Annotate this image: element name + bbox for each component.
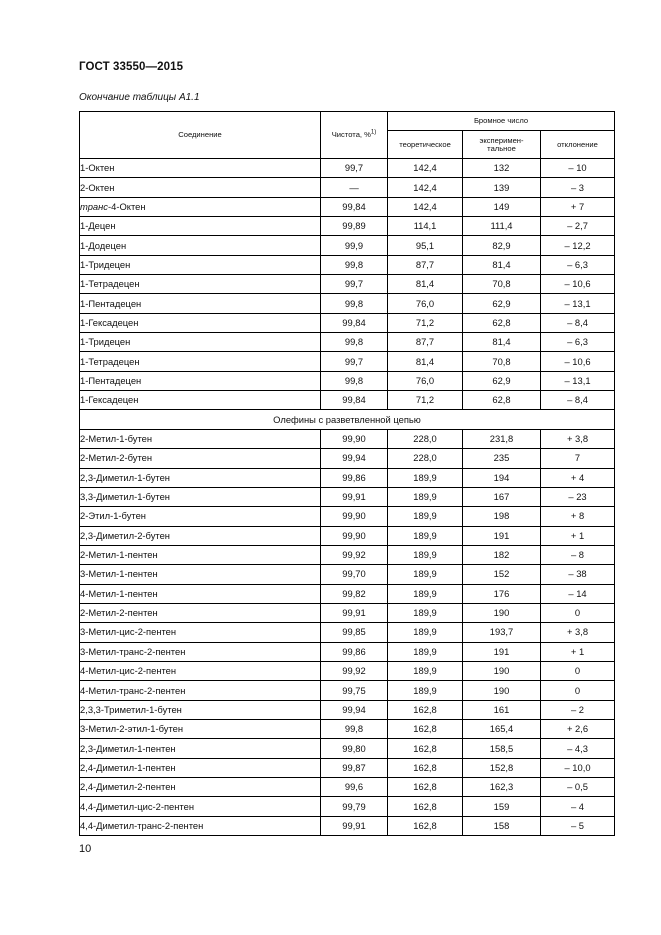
cell-purity: 99,86 (321, 642, 388, 661)
cell-compound (80, 545, 321, 564)
cell-experimental: 190 (463, 681, 541, 700)
table-row (80, 159, 615, 178)
compound-name: 3-Метил-2-этил-1-бутен (80, 723, 184, 735)
cell-experimental: 139 (463, 178, 541, 197)
cell-purity: 99,92 (321, 661, 388, 680)
cell-purity: 99,89 (321, 217, 388, 236)
cell-compound (80, 584, 321, 603)
table-row (80, 468, 615, 487)
cell-deviation: + 3,8 (541, 429, 615, 448)
cell-experimental: 182 (463, 545, 541, 564)
cell-experimental: 132 (463, 159, 541, 178)
cell-deviation: + 1 (541, 526, 615, 545)
header-compound: Соединение (80, 112, 321, 159)
cell-theoretical: 76,0 (388, 371, 463, 390)
cell-deviation: – 10,0 (541, 758, 615, 777)
compound-name: 4-Метил-транс-2-пентен (80, 684, 186, 696)
header-theoretical: теоретическое (388, 131, 463, 159)
cell-deviation: – 2 (541, 700, 615, 719)
cell-purity: 99,7 (321, 275, 388, 294)
compound-name: -4-Октен (107, 200, 146, 212)
cell-experimental: 62,8 (463, 313, 541, 332)
cell-compound (80, 371, 321, 390)
cell-theoretical: 76,0 (388, 294, 463, 313)
compound-name: 2,3-Диметил-2-бутен (80, 529, 170, 541)
cell-theoretical: 81,4 (388, 352, 463, 371)
cell-purity: 99,90 (321, 507, 388, 526)
cell-theoretical: 189,9 (388, 661, 463, 680)
cell-deviation: – 12,2 (541, 236, 615, 255)
cell-purity: 99,90 (321, 526, 388, 545)
cell-experimental: 149 (463, 197, 541, 216)
cell-deviation: 0 (541, 603, 615, 622)
cell-deviation: – 0,5 (541, 778, 615, 797)
cell-experimental: 191 (463, 526, 541, 545)
cell-purity: 99,8 (321, 294, 388, 313)
cell-compound (80, 526, 321, 545)
cell-compound (80, 255, 321, 274)
cell-purity: 99,80 (321, 739, 388, 758)
cell-purity: 99,87 (321, 758, 388, 777)
cell-deviation: – 10,6 (541, 275, 615, 294)
compound-name: 2-Октен (80, 181, 115, 193)
compound-name: 1-Додецен (80, 239, 127, 251)
cell-experimental: 158,5 (463, 739, 541, 758)
table-row (80, 758, 615, 777)
cell-theoretical: 189,9 (388, 603, 463, 622)
cell-compound (80, 507, 321, 526)
cell-purity: 99,8 (321, 719, 388, 738)
cell-experimental: 162,3 (463, 778, 541, 797)
compound-name: 3,3-Диметил-1-бутен (80, 491, 170, 503)
table-row (80, 797, 615, 816)
header-purity: Чистота, %$^{1)}$ (321, 112, 388, 159)
cell-deviation: + 4 (541, 468, 615, 487)
compound-name: 2-Метил-2-бутен (80, 452, 153, 464)
cell-theoretical: 87,7 (388, 255, 463, 274)
cell-compound (80, 468, 321, 487)
cell-theoretical: 162,8 (388, 816, 463, 835)
cell-deviation: – 2,7 (541, 217, 615, 236)
cell-theoretical: 189,9 (388, 642, 463, 661)
table-row (80, 429, 615, 448)
cell-compound (80, 623, 321, 642)
table-row (80, 391, 615, 410)
cell-compound (80, 700, 321, 719)
table-row (80, 449, 615, 468)
cell-compound (80, 429, 321, 448)
cell-purity: 99,8 (321, 255, 388, 274)
cell-theoretical: 228,0 (388, 429, 463, 448)
table-body-linear (80, 159, 615, 410)
table-row (80, 236, 615, 255)
cell-purity: 99,82 (321, 584, 388, 603)
cell-purity: — (321, 178, 388, 197)
cell-experimental: 161 (463, 700, 541, 719)
table-row (80, 545, 615, 564)
cell-deviation: – 10,6 (541, 352, 615, 371)
cell-purity: 99,91 (321, 603, 388, 622)
cell-purity: 99,84 (321, 313, 388, 332)
cell-deviation: – 8 (541, 545, 615, 564)
table-row (80, 275, 615, 294)
cell-experimental: 198 (463, 507, 541, 526)
cell-deviation: – 23 (541, 487, 615, 506)
cell-compound (80, 159, 321, 178)
cell-deviation: – 10 (541, 159, 615, 178)
cell-theoretical: 189,9 (388, 681, 463, 700)
cell-compound (80, 197, 321, 216)
cell-experimental: 167 (463, 487, 541, 506)
cell-experimental: 70,8 (463, 352, 541, 371)
cell-experimental: 152,8 (463, 758, 541, 777)
cell-deviation: – 4,3 (541, 739, 615, 758)
header-bromine-number: Бромное число (388, 112, 615, 131)
compound-name: 4-Метил-цис-2-пентен (80, 665, 177, 677)
compound-name: 2,4-Диметил-2-пентен (80, 781, 176, 793)
table-row (80, 719, 615, 738)
compound-name: 2-Метил-1-бутен (80, 433, 153, 445)
cell-theoretical: 81,4 (388, 275, 463, 294)
table-row (80, 584, 615, 603)
compound-name: 1-Пентадецен (80, 375, 142, 387)
compound-name: 1-Пентадецен (80, 297, 142, 309)
compound-name: 1-Тридецен (80, 258, 131, 270)
cell-deviation: + 8 (541, 507, 615, 526)
compound-prefix: транс (80, 200, 108, 212)
table-row (80, 352, 615, 371)
cell-deviation: – 4 (541, 797, 615, 816)
cell-compound (80, 603, 321, 622)
table-row (80, 526, 615, 545)
compound-name: 2-Метил-1-пентен (80, 549, 158, 561)
table-row (80, 507, 615, 526)
cell-purity: 99,86 (321, 468, 388, 487)
cell-theoretical: 189,9 (388, 565, 463, 584)
table-row (80, 487, 615, 506)
cell-purity: 99,9 (321, 236, 388, 255)
cell-compound (80, 739, 321, 758)
cell-compound (80, 661, 321, 680)
cell-theoretical: 189,9 (388, 468, 463, 487)
cell-purity: 99,84 (321, 391, 388, 410)
table-row (80, 816, 615, 835)
cell-purity: 99,90 (321, 429, 388, 448)
cell-theoretical: 87,7 (388, 333, 463, 352)
cell-compound (80, 719, 321, 738)
cell-theoretical: 114,1 (388, 217, 463, 236)
table-row (80, 700, 615, 719)
cell-purity: 99,92 (321, 545, 388, 564)
cell-experimental: 62,9 (463, 294, 541, 313)
cell-deviation: 0 (541, 661, 615, 680)
cell-experimental: 176 (463, 584, 541, 603)
cell-experimental: 159 (463, 797, 541, 816)
cell-deviation: – 8,4 (541, 313, 615, 332)
compound-name: 2,3,3-Триметил-1-бутен (80, 703, 182, 715)
cell-compound (80, 778, 321, 797)
cell-compound (80, 449, 321, 468)
cell-compound (80, 797, 321, 816)
header-experimental: эксперимен- тальное (463, 131, 541, 159)
table-row (80, 778, 615, 797)
table-row (80, 642, 615, 661)
table-body-branched (80, 429, 615, 835)
cell-purity: 99,75 (321, 681, 388, 700)
cell-purity: 99,70 (321, 565, 388, 584)
compound-name: 2,3-Диметил-1-пентен (80, 742, 176, 754)
table-row (80, 178, 615, 197)
cell-theoretical: 162,8 (388, 739, 463, 758)
compound-name: 4,4-Диметил-транс-2-пентен (80, 819, 204, 831)
cell-compound (80, 333, 321, 352)
cell-theoretical: 228,0 (388, 449, 463, 468)
table-row (80, 313, 615, 332)
cell-purity: 99,6 (321, 778, 388, 797)
cell-deviation: – 13,1 (541, 294, 615, 313)
cell-purity: 99,7 (321, 352, 388, 371)
cell-experimental: 235 (463, 449, 541, 468)
document-header: ГОСТ 33550—2015 (79, 61, 184, 73)
table-row (80, 333, 615, 352)
cell-compound (80, 391, 321, 410)
cell-experimental: 191 (463, 642, 541, 661)
compound-name: 2-Метил-2-пентен (80, 607, 158, 619)
cell-experimental: 190 (463, 603, 541, 622)
cell-deviation: 7 (541, 449, 615, 468)
compound-name: 3-Метил-транс-2-пентен (80, 645, 186, 657)
cell-experimental: 190 (463, 661, 541, 680)
bromine-number-table (79, 111, 615, 836)
compound-name: 3-Метил-цис-2-пентен (80, 626, 177, 638)
page-number: 10 (79, 843, 92, 855)
cell-compound (80, 313, 321, 332)
cell-deviation: + 3,8 (541, 623, 615, 642)
table-row (80, 623, 615, 642)
cell-purity: 99,94 (321, 449, 388, 468)
header-deviation: отклонение (541, 131, 615, 159)
cell-compound (80, 565, 321, 584)
cell-deviation: + 2,6 (541, 719, 615, 738)
compound-name: 4,4-Диметил-цис-2-пентен (80, 800, 195, 812)
cell-deviation: – 3 (541, 178, 615, 197)
cell-theoretical: 189,9 (388, 545, 463, 564)
cell-experimental: 165,4 (463, 719, 541, 738)
cell-experimental: 231,8 (463, 429, 541, 448)
compound-name: 1-Тетрадецен (80, 355, 140, 367)
footnote-mark: 1) (370, 129, 377, 136)
cell-experimental: 81,4 (463, 333, 541, 352)
cell-compound (80, 642, 321, 661)
cell-theoretical: 142,4 (388, 159, 463, 178)
cell-compound (80, 236, 321, 255)
cell-purity: 99,94 (321, 700, 388, 719)
cell-experimental: 194 (463, 468, 541, 487)
compound-name: 2,3-Диметил-1-бутен (80, 471, 170, 483)
compound-name: 4-Метил-1-пентен (80, 587, 158, 599)
table-row (80, 739, 615, 758)
table-row (80, 255, 615, 274)
compound-name: 1-Октен (80, 162, 115, 174)
compound-name: 1-Гексадецен (80, 316, 139, 328)
compound-name: 1-Тридецен (80, 336, 131, 348)
cell-theoretical: 95,1 (388, 236, 463, 255)
cell-theoretical: 189,9 (388, 526, 463, 545)
cell-theoretical: 162,8 (388, 778, 463, 797)
cell-experimental: 62,9 (463, 371, 541, 390)
cell-deviation: – 5 (541, 816, 615, 835)
cell-theoretical: 162,8 (388, 758, 463, 777)
cell-theoretical: 71,2 (388, 313, 463, 332)
cell-experimental: 70,8 (463, 275, 541, 294)
cell-theoretical: 142,4 (388, 197, 463, 216)
cell-compound (80, 294, 321, 313)
cell-experimental: 81,4 (463, 255, 541, 274)
cell-deviation: – 6,3 (541, 333, 615, 352)
cell-theoretical: 189,9 (388, 487, 463, 506)
table-row (80, 294, 615, 313)
table-row (80, 603, 615, 622)
cell-compound (80, 217, 321, 236)
cell-theoretical: 162,8 (388, 700, 463, 719)
cell-purity: 99,8 (321, 371, 388, 390)
cell-compound (80, 275, 321, 294)
cell-deviation: + 7 (541, 197, 615, 216)
cell-deviation: – 14 (541, 584, 615, 603)
compound-name: 1-Гексадецен (80, 394, 139, 406)
cell-deviation: 0 (541, 681, 615, 700)
table-caption: Окончание таблицы А1.1 (79, 92, 200, 103)
cell-compound (80, 681, 321, 700)
compound-name: 1-Децен (80, 220, 116, 232)
cell-purity: 99,85 (321, 623, 388, 642)
cell-deviation: – 13,1 (541, 371, 615, 390)
cell-compound (80, 352, 321, 371)
cell-compound (80, 178, 321, 197)
cell-experimental: 152 (463, 565, 541, 584)
cell-theoretical: 162,8 (388, 719, 463, 738)
cell-experimental: 158 (463, 816, 541, 835)
section-branched-olefins: Олефины с разветвленной цепью (80, 410, 615, 429)
cell-theoretical: 162,8 (388, 797, 463, 816)
table-row (80, 661, 615, 680)
cell-purity: 99,91 (321, 816, 388, 835)
compound-name: 1-Тетрадецен (80, 278, 140, 290)
compound-name: 3-Метил-1-пентен (80, 568, 158, 580)
compound-name: 2,4-Диметил-1-пентен (80, 761, 176, 773)
cell-purity: 99,8 (321, 333, 388, 352)
cell-theoretical: 142,4 (388, 178, 463, 197)
cell-deviation: – 6,3 (541, 255, 615, 274)
cell-experimental: 193,7 (463, 623, 541, 642)
cell-experimental: 62,8 (463, 391, 541, 410)
cell-experimental: 82,9 (463, 236, 541, 255)
table-row (80, 681, 615, 700)
cell-deviation: – 8,4 (541, 391, 615, 410)
cell-theoretical: 189,9 (388, 623, 463, 642)
table-row (80, 217, 615, 236)
cell-compound (80, 758, 321, 777)
cell-compound (80, 816, 321, 835)
cell-theoretical: 189,9 (388, 584, 463, 603)
cell-deviation: + 1 (541, 642, 615, 661)
table-row (80, 565, 615, 584)
compound-name: 2-Этил-1-бутен (80, 510, 146, 522)
cell-purity: 99,91 (321, 487, 388, 506)
cell-purity: 99,84 (321, 197, 388, 216)
cell-theoretical: 71,2 (388, 391, 463, 410)
cell-experimental: 111,4 (463, 217, 541, 236)
cell-compound (80, 487, 321, 506)
table-row (80, 197, 615, 216)
cell-purity: 99,79 (321, 797, 388, 816)
cell-theoretical: 189,9 (388, 507, 463, 526)
cell-purity: 99,7 (321, 159, 388, 178)
cell-deviation: – 38 (541, 565, 615, 584)
table-row (80, 371, 615, 390)
